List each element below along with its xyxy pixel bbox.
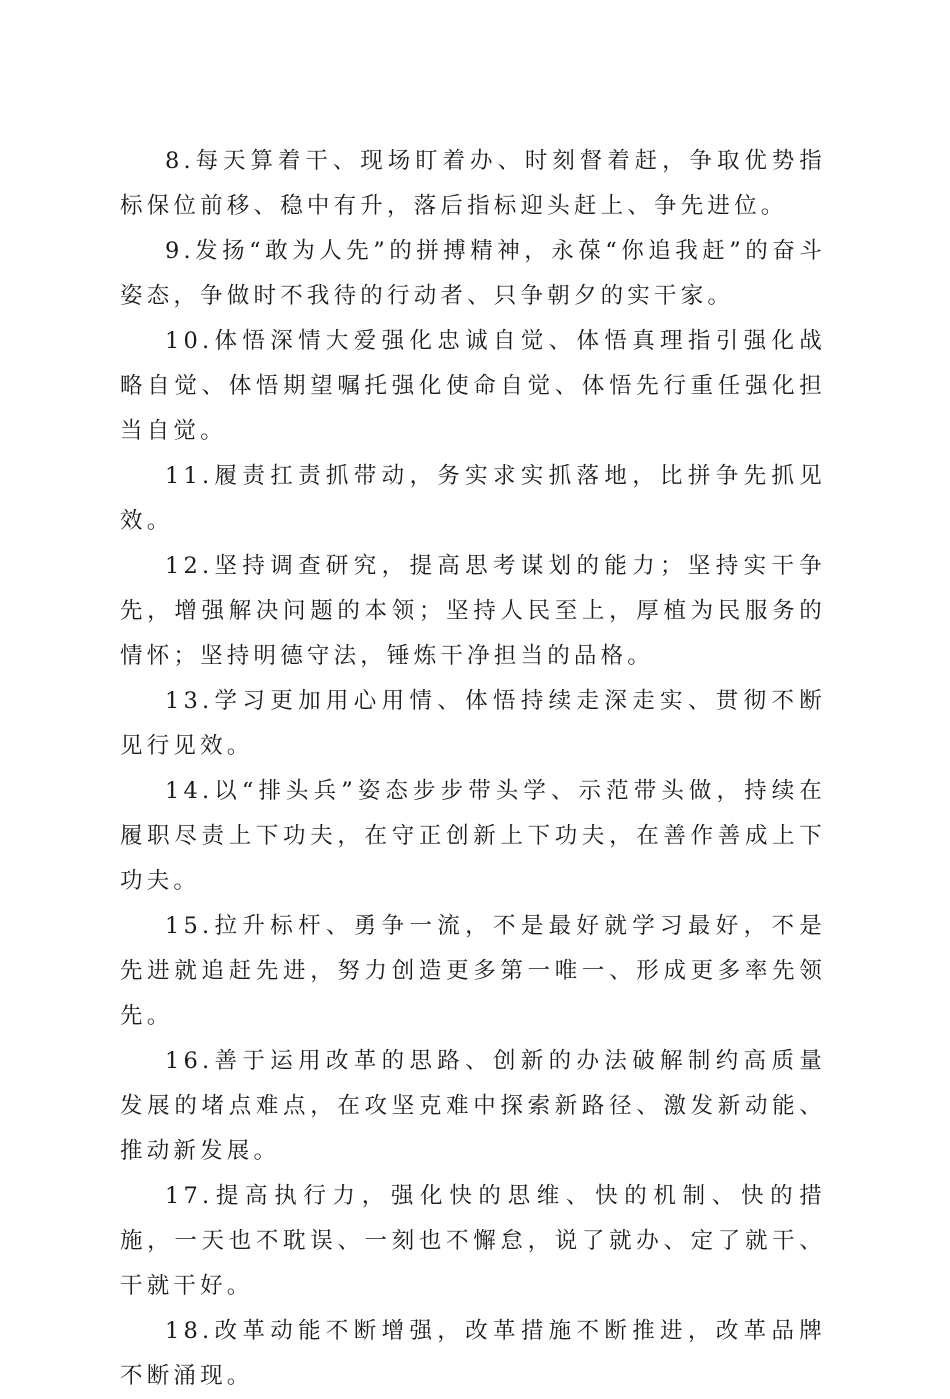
document-body [120, 139, 826, 1399]
paragraph-14: 14.以“排头兵”姿态步步带头学、示范带头做，持续在履职尽责上下功夫，在守正创新上下功夫，在善作善成上下功夫。 [120, 778, 826, 894]
paragraph-17: 17.提高执行力，强化快的思维、快的机制、快的措施，一天也不耽误、一刻也不懈怠，说了就办、定了就干、干就干好。 [120, 1183, 826, 1299]
paragraph-16: 16.善于运用改革的思路、创新的办法破解制约高质量发展的堵点难点，在攻坚克难中探索新路径、激发新动能、推动新发展。 [120, 1048, 826, 1164]
paragraph-8: 8.每天算着干、现场盯着办、时刻督着赶，争取优势指标保位前移、稳中有升，落后指标迎头赶上、争先进位。 [120, 148, 826, 219]
paragraph-13: 13.学习更加用心用情、体悟持续走深走实、贯彻不断见行见效。 [120, 688, 826, 759]
paragraph-18: 18.改革动能不断增强，改革措施不断推进，改革品牌不断涌现。 [120, 1318, 826, 1389]
paragraph-10: 10.体悟深情大爱强化忠诚自觉、体悟真理指引强化战略自觉、体悟期望嘱托强化使命自觉、体悟先行重任强化担当自觉。 [120, 328, 826, 444]
paragraph-9: 9.发扬“敢为人先”的拼搏精神，永葆“你追我赶”的奋斗姿态，争做时不我待的行动者、只争朝夕的实干家。 [120, 238, 826, 309]
paragraph-12: 12.坚持调查研究，提高思考谋划的能力；坚持实干争先，增强解决问题的本领；坚持人民至上，厚植为民服务的情怀；坚持明德守法，锤炼干净担当的品格。 [120, 553, 826, 669]
paragraph-15: 15.拉升标杆、勇争一流，不是最好就学习最好，不是先进就追赶先进，努力创造更多第一唯一、形成更多率先领先。 [120, 913, 826, 1029]
paragraph-11: 11.履责扛责抓带动，务实求实抓落地，比拼争先抓见效。 [120, 463, 826, 534]
